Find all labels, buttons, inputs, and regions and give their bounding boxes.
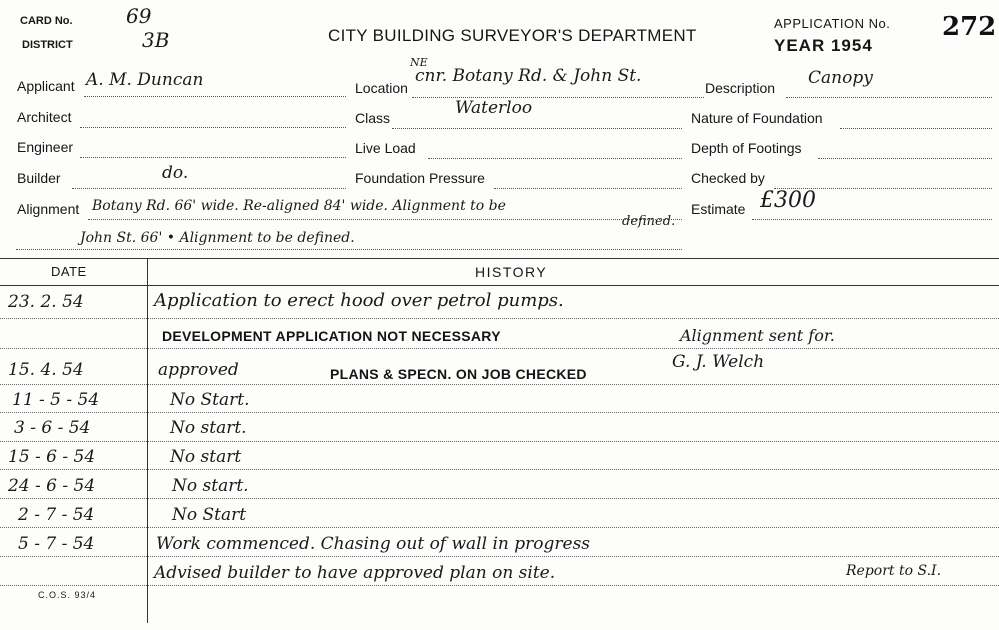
row-date: 24 - 6 - 54 xyxy=(8,476,96,496)
row-date: 15. 4. 54 xyxy=(8,360,84,380)
row-entry: Work commenced. Chasing out of wall in progress xyxy=(156,534,591,554)
history-row xyxy=(0,416,999,440)
history-row xyxy=(0,561,999,585)
row-entry: No Start xyxy=(172,505,247,525)
row-entry: No start xyxy=(170,447,242,467)
history-row xyxy=(0,352,999,384)
foundation-pressure-label: Foundation Pressure xyxy=(355,170,485,186)
application-no-label: APPLICATION No. xyxy=(774,16,891,31)
location-suburb: Waterloo xyxy=(455,98,533,118)
application-no-value: 272 xyxy=(942,12,997,42)
row-date: 5 - 7 - 54 xyxy=(18,534,95,554)
history-row xyxy=(0,532,999,556)
row-entry: approved xyxy=(158,360,239,380)
builder-label: Builder xyxy=(17,170,61,186)
signature: G. J. Welch xyxy=(672,352,765,372)
history-row xyxy=(0,322,999,348)
description-value: Canopy xyxy=(808,68,873,88)
class-label: Class xyxy=(355,110,391,126)
row-date: 23. 2. 54 xyxy=(8,292,84,312)
history-row xyxy=(0,388,999,412)
history-row xyxy=(0,474,999,498)
date-column-header: DATE xyxy=(51,264,87,279)
live-load-label: Live Load xyxy=(355,140,416,156)
row-entry: No start. xyxy=(172,476,249,496)
row-entry: Advised builder to have approved plan on site. xyxy=(154,563,556,583)
engineer-label: Engineer xyxy=(17,139,74,155)
alignment-line-1b: defined. xyxy=(622,214,676,229)
row-entry: No start. xyxy=(170,418,247,438)
checked-by-label: Checked by xyxy=(691,170,765,186)
description-label: Description xyxy=(705,80,776,96)
estimate-value: £300 xyxy=(760,188,816,213)
development-stamp: DEVELOPMENT APPLICATION NOT NECESSARY xyxy=(162,328,501,344)
history-column-header: HISTORY xyxy=(475,264,548,280)
row-date: 15 - 6 - 54 xyxy=(8,447,96,467)
history-row xyxy=(0,445,999,469)
department-title: CITY BUILDING SURVEYOR'S DEPARTMENT xyxy=(328,26,697,45)
card-no-label: CARD No. xyxy=(20,15,73,27)
district-value: 3B xyxy=(142,28,170,52)
row-note: Report to S.I. xyxy=(846,563,942,579)
row-entry: No Start. xyxy=(170,390,250,410)
row-entry: Application to erect hood over petrol pumps. xyxy=(154,290,564,311)
district-label: DISTRICT xyxy=(22,39,73,51)
alignment-line-1: Botany Rd. 66' wide. Re-aligned 84' wide. Alignment to be xyxy=(92,198,506,214)
row-date: 11 - 5 - 54 xyxy=(12,390,100,410)
row-date: 2 - 7 - 54 xyxy=(18,505,95,525)
architect-label: Architect xyxy=(17,109,72,125)
depth-of-footings-label: Depth of Footings xyxy=(691,140,802,156)
nature-of-foundation-label: Nature of Foundation xyxy=(691,110,823,126)
location-label: Location xyxy=(355,80,408,96)
year-label: YEAR 1954 xyxy=(774,36,873,55)
builder-value: do. xyxy=(162,163,189,183)
location-value: cnr. Botany Rd. & John St. xyxy=(415,66,642,86)
location-prefix: NE xyxy=(410,56,428,69)
history-row xyxy=(0,503,999,527)
estimate-label: Estimate xyxy=(691,201,746,217)
history-row xyxy=(0,290,999,318)
card-no-value: 69 xyxy=(126,4,152,28)
form-code: C.O.S. 93/4 xyxy=(38,590,97,600)
alignment-label: Alignment xyxy=(17,201,80,217)
applicant-label: Applicant xyxy=(17,78,75,94)
row-date: 3 - 6 - 54 xyxy=(14,418,91,438)
alignment-line-2: John St. 66' • Alignment to be defined. xyxy=(80,230,355,246)
row-note: Alignment sent for. xyxy=(680,326,835,345)
plans-checked-stamp: PLANS & SPECN. ON JOB CHECKED xyxy=(330,366,587,382)
applicant-value: A. M. Duncan xyxy=(86,70,204,90)
